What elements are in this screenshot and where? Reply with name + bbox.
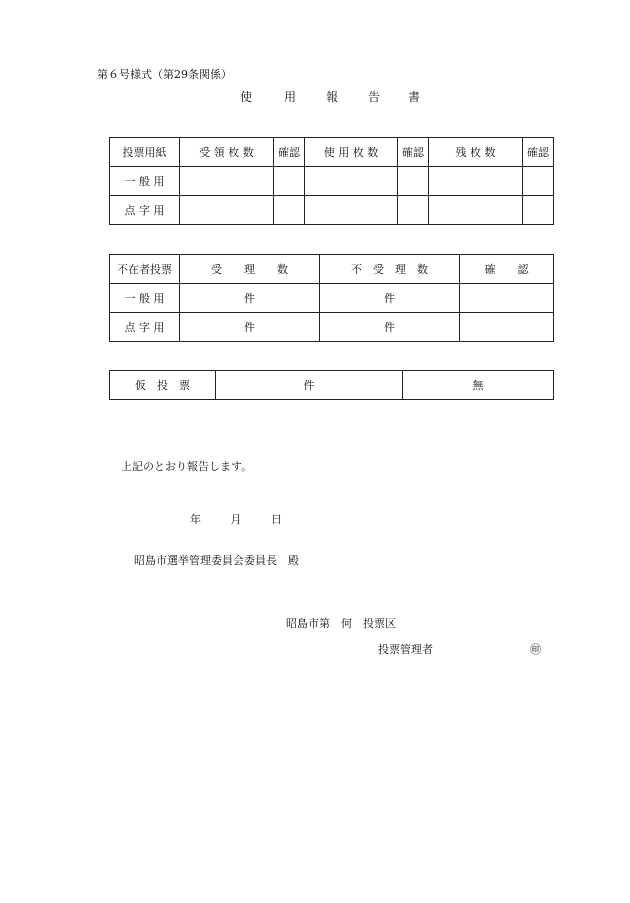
- header-used-count: 使 用 枚 数: [305, 138, 398, 167]
- date-line: [190, 511, 282, 527]
- header-confirm: 確認: [523, 138, 554, 167]
- row-label-general: 一 般 用: [110, 167, 180, 196]
- seal-mark: ㊞: [530, 643, 541, 656]
- date-year: 年: [190, 513, 201, 526]
- form-number: 第６号様式（第29条関係）: [97, 68, 232, 81]
- cell-used-braille: [305, 196, 398, 225]
- row-label-braille: 点 字 用: [110, 313, 180, 342]
- row-label-braille: 点 字 用: [110, 196, 180, 225]
- header-rejected-count: 不 受 理 数: [320, 255, 460, 284]
- cell-received-braille: [180, 196, 274, 225]
- voting-district: 昭島市第 何 投票区: [286, 617, 396, 630]
- table-row: [110, 196, 554, 225]
- cell-rejected-general: 件: [320, 284, 460, 313]
- row-label-general: 一 般 用: [110, 284, 180, 313]
- cell-rejected-braille: 件: [320, 313, 460, 342]
- cell-confirm: [460, 284, 554, 313]
- header-confirm: 確認: [398, 138, 429, 167]
- cell-confirm: [460, 313, 554, 342]
- title-char: 使: [240, 90, 253, 104]
- header-accepted-count: 受 理 数: [180, 255, 320, 284]
- provisional-voting-table: [109, 370, 554, 400]
- cell-confirm: [398, 196, 429, 225]
- cell-confirm: [274, 167, 305, 196]
- cell-accepted-general: 件: [180, 284, 320, 313]
- cell-remaining-general: [429, 167, 523, 196]
- cell-remaining-braille: [429, 196, 523, 225]
- header-ballot-paper: 投票用紙: [110, 138, 180, 167]
- title-char: 用: [284, 90, 297, 104]
- cell-confirm: [523, 196, 554, 225]
- header-remaining-count: 残 枚 数: [429, 138, 523, 167]
- table-row: [110, 313, 554, 342]
- title-char: 告: [368, 90, 381, 104]
- report-statement: 上記のとおり報告します。: [121, 460, 253, 473]
- cell-provisional-count: 件: [216, 371, 403, 400]
- table-row: [110, 167, 554, 196]
- header-confirm: 確認: [274, 138, 305, 167]
- cell-received-general: [180, 167, 274, 196]
- cell-provisional-status: 無: [403, 371, 554, 400]
- cell-confirm: [398, 167, 429, 196]
- table-row: [110, 371, 554, 400]
- row-label-provisional: 仮 投 票: [110, 371, 216, 400]
- title-char: 書: [408, 90, 421, 104]
- table-header-row: [110, 138, 554, 167]
- title-char: 報: [326, 90, 339, 104]
- table-header-row: [110, 255, 554, 284]
- manager-label: 投票管理者: [378, 643, 433, 656]
- cell-accepted-braille: 件: [180, 313, 320, 342]
- cell-confirm: [274, 196, 305, 225]
- table-row: [110, 284, 554, 313]
- date-month: 月: [230, 513, 242, 526]
- ballot-paper-table: [109, 137, 554, 225]
- cell-used-general: [305, 167, 398, 196]
- cell-confirm: [523, 167, 554, 196]
- absentee-voting-table: [109, 254, 554, 342]
- addressee: 昭島市選挙管理委員会委員長 殿: [134, 554, 299, 567]
- date-day: 日: [271, 513, 282, 526]
- header-confirm: 確 認: [460, 255, 554, 284]
- header-absentee-voting: 不在者投票: [110, 255, 180, 284]
- header-received-count: 受 領 枚 数: [180, 138, 274, 167]
